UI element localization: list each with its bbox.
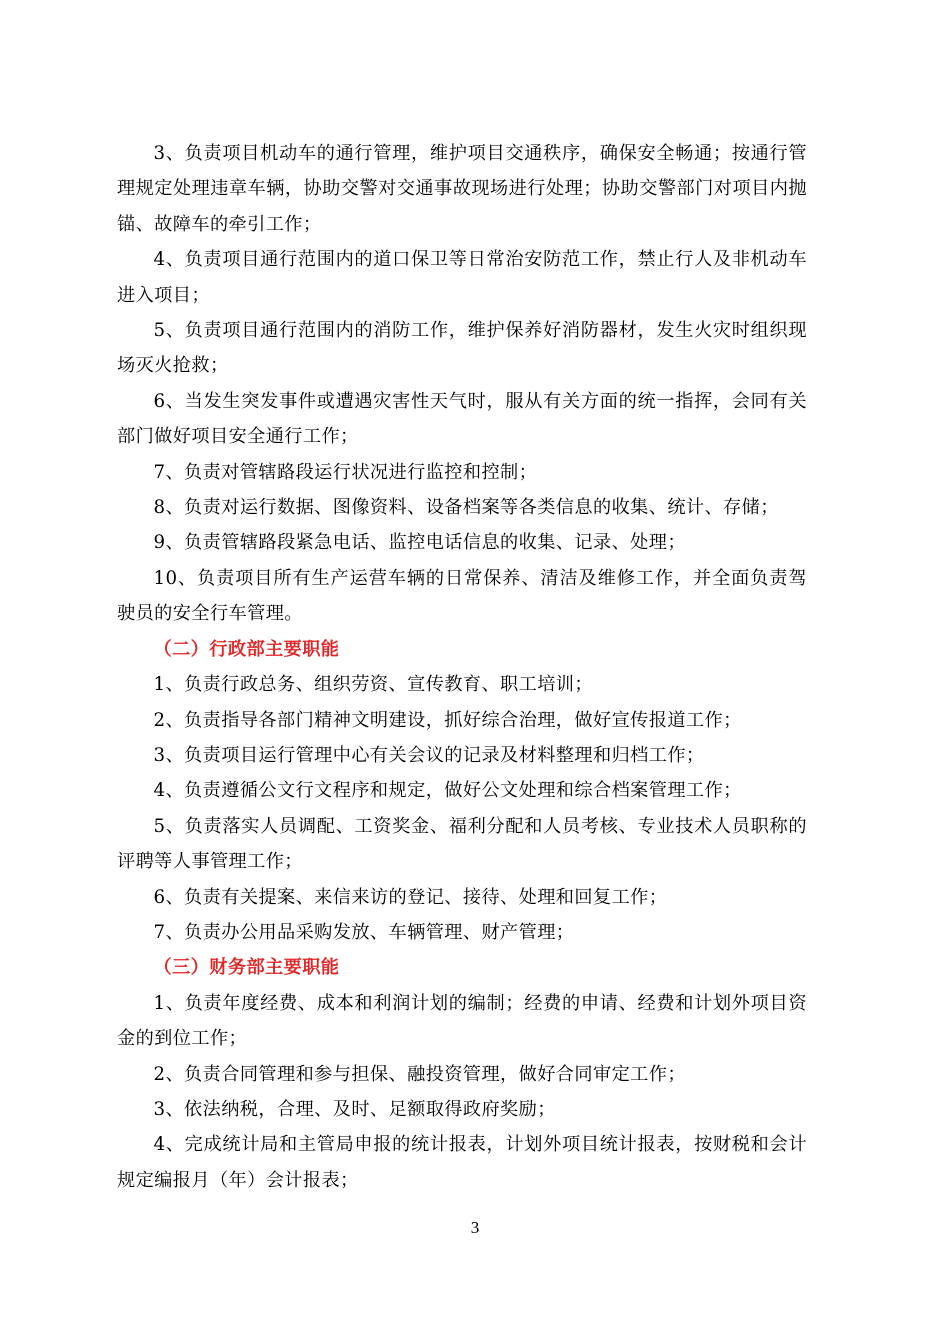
admin-item-7: 7、负责办公用品采购发放、车辆管理、财产管理； bbox=[153, 921, 575, 943]
paragraph-item-6: 6、当发生突发事件或遭遇灾害性天气时，服从有关方面的统一指挥，会同有关部门做好项目安全通行工作； bbox=[117, 390, 807, 448]
paragraph-item-10: 10、负责项目所有生产运营车辆的日常保养、清洁及维修工作，并全面负责驾驶员的安全行车管理。 bbox=[117, 567, 807, 625]
page-number: 3 bbox=[470, 1218, 480, 1237]
paragraph-item-7: 7、负责对管辖路段运行状况进行监控和控制； bbox=[153, 461, 538, 483]
admin-item-3: 3、负责项目运行管理中心有关会议的记录及材料整理和归档工作； bbox=[153, 744, 705, 766]
admin-item-2: 2、负责指导各部门精神文明建设，抓好综合治理，做好宣传报道工作； bbox=[153, 709, 742, 731]
section-heading-finance: （三）财务部主要职能 bbox=[153, 957, 340, 979]
finance-item-1: 1、负责年度经费、成本和利润计划的编制；经费的申请、经费和计划外项目资金的到位工作； bbox=[117, 992, 807, 1050]
admin-item-1: 1、负责行政总务、组织劳资、宣传教育、职工培训； bbox=[153, 674, 593, 696]
paragraph-item-8: 8、负责对运行数据、图像资料、设备档案等各类信息的收集、统计、存储； bbox=[153, 497, 779, 519]
admin-item-5: 5、负责落实人员调配、工资奖金、福利分配和人员考核、专业技术人员职称的评聘等人事管理工作； bbox=[117, 815, 807, 873]
paragraph-item-4: 4、负责项目通行范围内的道口保卫等日常治安防范工作，禁止行人及非机动车进入项目； bbox=[117, 249, 807, 306]
paragraph-item-5: 5、负责项目通行范围内的消防工作，维护保养好消防器材，发生火灾时组织现场灭火抢救； bbox=[117, 320, 807, 377]
paragraph-item-9: 9、负责管辖路段紧急电话、监控电话信息的收集、记录、处理； bbox=[153, 532, 686, 554]
finance-item-2: 2、负责合同管理和参与担保、融投资管理，做好合同审定工作； bbox=[153, 1063, 686, 1085]
admin-item-6: 6、负责有关提案、来信来访的登记、接待、处理和回复工作； bbox=[153, 886, 668, 908]
section-heading-admin: （二）行政部主要职能 bbox=[153, 638, 340, 660]
document-body bbox=[117, 136, 807, 1198]
admin-item-4: 4、负责遵循公文行文程序和规定，做好公文处理和综合档案管理工作； bbox=[153, 780, 742, 802]
finance-item-3: 3、依法纳税，合理、及时、足额取得政府奖励； bbox=[153, 1098, 556, 1120]
paragraph-item-3: 3、负责项目机动车的通行管理，维护项目交通秩序，确保安全畅通；按通行管理规定处理违章车辆，协助交警对交通事故现场进行处理；协助交警部门对项目内抛锚、故障车的牵引工作； bbox=[117, 143, 807, 235]
finance-item-4: 4、完成统计局和主管局申报的统计报表，计划外项目统计报表，按财税和会计规定编报月（年）会计报表； bbox=[117, 1134, 807, 1191]
